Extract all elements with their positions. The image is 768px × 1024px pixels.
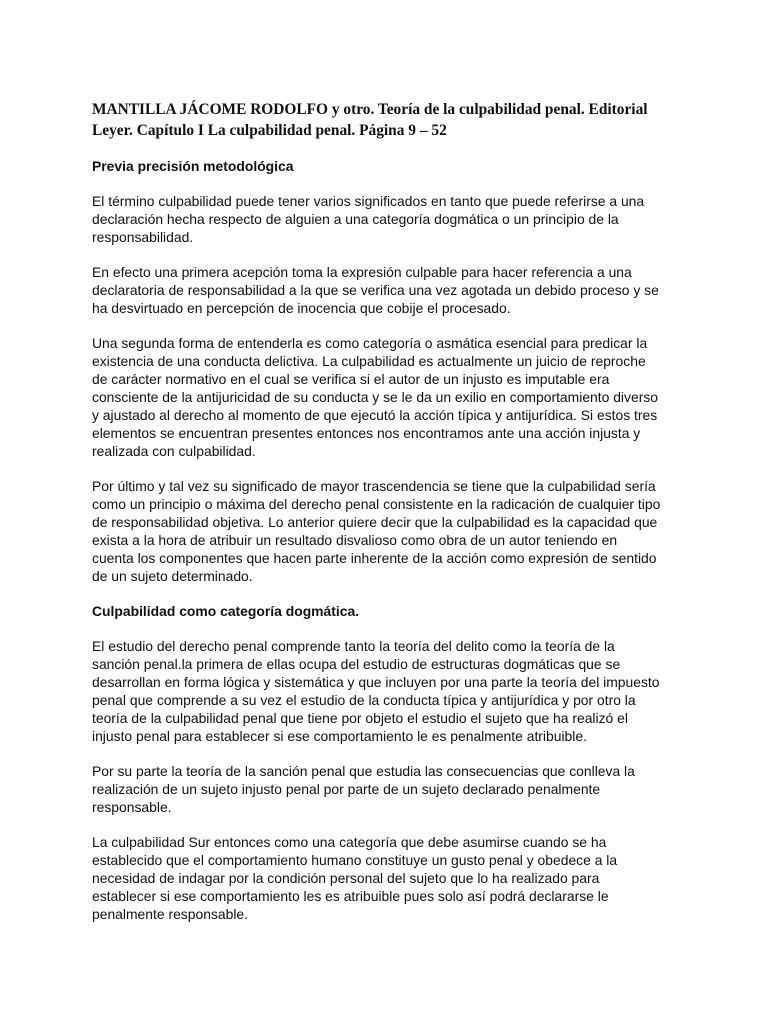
text-line: penalmente responsable. [92,906,248,922]
text-line: realización de un sujeto injusto penal por parte de un sujeto declarado penalmente [92,781,601,797]
text-line: realizada con culpabilidad. [92,443,256,459]
text-line: La culpabilidad Sur entonces como una categoría que debe asumirse cuando se ha [92,834,607,850]
text-line: En efecto una primera acepción toma la expresión culpable para hacer referencia a una [92,264,632,280]
text-line: responsabilidad. [92,229,194,245]
citation-heading [92,99,674,141]
section-heading-dogmatic-category: Culpabilidad como categoría dogmática. [92,603,360,619]
text-line: establecido que el comportamiento humano constituye un gusto penal y obedece a la [92,852,618,868]
heading-line: Leyer. Capítulo I La culpabilidad penal. Página 9 – 52 [92,122,447,139]
text-line: necesidad de indagar por la condición personal del sujeto que lo ha realizado para [92,870,600,886]
text-line: declaratoria de responsabilidad a la que se verifica una vez agotada un debido proceso y se [92,282,659,298]
text-line: Una segunda forma de entenderla es como categoría o asmática esencial para predicar la [92,335,648,351]
text-line: El término culpabilidad puede tener varios significados en tanto que puede referirse a una [92,193,645,209]
text-line: de responsabilidad objetiva. Lo anterior quiere decir que la culpabilidad es la capacidad que [92,514,658,530]
text-line: consciente de la antijuricidad de su conducta y se le da un exilio en comportamiento diverso [92,389,658,405]
text-line: de carácter normativo en el cual se verifica si el autor de un injusto es imputable era [92,371,610,387]
text-line: teoría de la culpabilidad penal que tiene por objeto el estudio el sujeto que ha realizó el [92,710,628,726]
text-line: establecer si ese comportamiento les es atribuible pues solo así podrá declararse le [92,888,609,904]
text-line: cuenta los componentes que hacen parte inherente de la acción como expresión de sentido [92,550,657,566]
text-line: El estudio del derecho penal comprende tanto la teoría del delito como la teoría de la [92,638,615,654]
text-line: sanción penal.la primera de ellas ocupa del estudio de estructuras dogmáticas que se [92,656,621,672]
text-line: Por último y tal vez su significado de mayor trascendencia se tiene que la culpabilidad sería [92,478,656,494]
text-line: como un principio o máxima del derecho penal consistente en la radicación de cualquier tipo [92,496,661,512]
text-line: desarrollan en forma lógica y sistemática y que incluyen por una parte la teoría del impuesto [92,674,660,690]
text-line: Por su parte la teoría de la sanción penal que estudia las consecuencias que conlleva la [92,763,635,779]
document-body [92,99,674,940]
paragraph-1 [92,192,674,246]
text-line: penal que comprende a su vez el estudio de la conducta típica y antijurídica y por otro la [92,692,636,708]
paragraph-3 [92,334,674,460]
heading-line: MANTILLA JÁCOME RODOLFO y otro. Teoría de la culpabilidad penal. Editorial [92,101,648,118]
section-heading-methodology: Previa precisión metodológica [92,158,294,174]
paragraph-5 [92,637,674,745]
text-line: existencia de una conducta delictiva. La culpabilidad es actualmente un juicio de reproche [92,353,646,369]
text-line: responsable. [92,799,172,815]
text-line: de un sujeto determinado. [92,568,253,584]
text-line: ha desvirtuado en percepción de inocencia que cobije el procesado. [92,300,511,316]
text-line: exista a la hora de atribuir un resultado disvalioso como obra de un autor teniendo en [92,532,618,548]
text-line: declaración hecha respecto de alguien a una categoría dogmática o un principio de la [92,211,619,227]
paragraph-7 [92,833,674,923]
text-line: injusto penal para establecer si ese comportamiento le es penalmente atribuible. [92,728,587,744]
paragraph-4 [92,477,674,585]
text-line: elementos se encuentran presentes entonces nos encontramos ante una acción injusta y [92,425,641,441]
paragraph-2 [92,263,674,317]
paragraph-6 [92,762,674,816]
text-line: y ajustado al derecho al momento de que ejecutó la acción típica y antijurídica. Si estos tres [92,407,658,423]
